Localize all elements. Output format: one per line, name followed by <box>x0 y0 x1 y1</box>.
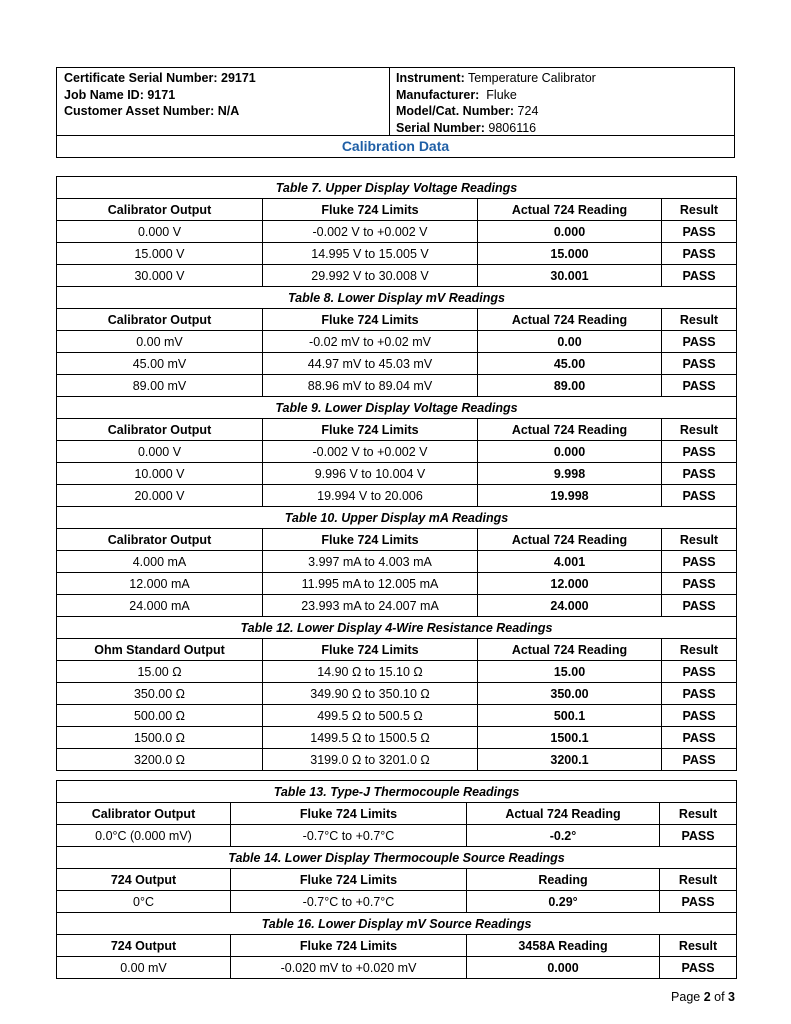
result-cell: PASS <box>660 891 737 913</box>
table-row <box>57 661 737 683</box>
output-cell: 0°C <box>57 891 231 913</box>
page-total: 3 <box>728 990 735 1004</box>
limits-cell: 19.994 V to 20.006 <box>263 485 478 507</box>
limits-cell: -0.002 V to +0.002 V <box>263 441 478 463</box>
result-cell: PASS <box>662 683 737 705</box>
result-cell: PASS <box>662 749 737 771</box>
table-header-row <box>57 803 737 825</box>
table-row <box>57 265 737 287</box>
column-header: Fluke 724 Limits <box>231 869 467 891</box>
table-title: Table 8. Lower Display mV Readings <box>57 287 737 309</box>
reading-cell: 0.00 <box>478 331 662 353</box>
reading-cell: 0.000 <box>478 441 662 463</box>
column-header: Actual 724 Reading <box>478 529 662 551</box>
reading-cell: 3200.1 <box>478 749 662 771</box>
column-header: Calibrator Output <box>57 529 263 551</box>
limits-cell: 3199.0 Ω to 3201.0 Ω <box>263 749 478 771</box>
limits-cell: -0.7°C to +0.7°C <box>231 891 467 913</box>
manufacturer-label: Manufacturer: <box>396 87 480 102</box>
table-row <box>57 595 737 617</box>
column-header: Result <box>662 529 737 551</box>
result-cell: PASS <box>662 705 737 727</box>
output-cell: 0.0°C (0.000 mV) <box>57 825 231 847</box>
model-value: 724 <box>514 104 539 118</box>
table-row <box>57 221 737 243</box>
result-cell: PASS <box>662 331 737 353</box>
limits-cell: 349.90 Ω to 350.10 Ω <box>263 683 478 705</box>
column-header: 724 Output <box>57 869 231 891</box>
limits-cell: 9.996 V to 10.004 V <box>263 463 478 485</box>
serial-label: Serial Number: <box>396 120 485 135</box>
column-header: Result <box>660 935 737 957</box>
reading-cell: -0.2° <box>467 825 660 847</box>
reading-cell: 4.001 <box>478 551 662 573</box>
table-row <box>57 353 737 375</box>
reading-cell: 9.998 <box>478 463 662 485</box>
reading-cell: 0.000 <box>467 957 660 979</box>
result-cell: PASS <box>660 825 737 847</box>
output-cell: 1500.0 Ω <box>57 727 263 749</box>
reading-cell: 45.00 <box>478 353 662 375</box>
result-cell: PASS <box>662 353 737 375</box>
calibration-table-group-a <box>56 176 737 771</box>
table-row <box>57 243 737 265</box>
table-title-row <box>57 617 737 639</box>
column-header: 3458A Reading <box>467 935 660 957</box>
column-header: Fluke 724 Limits <box>231 935 467 957</box>
column-header: Actual 724 Reading <box>478 419 662 441</box>
table-title: Table 14. Lower Display Thermocouple Source Readings <box>57 847 737 869</box>
table-row <box>57 705 737 727</box>
reading-cell: 500.1 <box>478 705 662 727</box>
column-header: Calibrator Output <box>57 803 231 825</box>
instrument-value: Temperature Calibrator <box>464 71 596 85</box>
column-header: Reading <box>467 869 660 891</box>
output-cell: 0.00 mV <box>57 331 263 353</box>
manufacturer-row <box>396 87 736 104</box>
table-row <box>57 727 737 749</box>
reading-cell: 350.00 <box>478 683 662 705</box>
column-header: Result <box>660 803 737 825</box>
column-header: Calibrator Output <box>57 309 263 331</box>
column-header: Result <box>662 199 737 221</box>
result-cell: PASS <box>662 243 737 265</box>
table-header-row <box>57 935 737 957</box>
output-cell: 4.000 mA <box>57 551 263 573</box>
table-row <box>57 891 737 913</box>
certificate-serial: Certificate Serial Number: 29171 <box>64 71 256 85</box>
column-header: Result <box>662 639 737 661</box>
table-title-row <box>57 287 737 309</box>
table-title-row <box>57 507 737 529</box>
column-header: Fluke 724 Limits <box>263 199 478 221</box>
table-title: Table 10. Upper Display mA Readings <box>57 507 737 529</box>
model-label: Model/Cat. Number: <box>396 104 515 118</box>
table-header-row <box>57 639 737 661</box>
column-header: Fluke 724 Limits <box>263 309 478 331</box>
column-header: Actual 724 Reading <box>478 639 662 661</box>
result-cell: PASS <box>662 595 737 617</box>
table-title: Table 7. Upper Display Voltage Readings <box>57 177 737 199</box>
result-cell: PASS <box>662 727 737 749</box>
output-cell: 0.000 V <box>57 441 263 463</box>
table-row <box>57 485 737 507</box>
reading-cell: 0.29° <box>467 891 660 913</box>
limits-cell: 23.993 mA to 24.007 mA <box>263 595 478 617</box>
limits-cell: -0.002 V to +0.002 V <box>263 221 478 243</box>
reading-cell: 15.000 <box>478 243 662 265</box>
column-header: Fluke 724 Limits <box>263 529 478 551</box>
reading-cell: 89.00 <box>478 375 662 397</box>
table-title-row <box>57 913 737 935</box>
customer-asset-number: Customer Asset Number: N/A <box>64 104 240 118</box>
table-row <box>57 825 737 847</box>
reading-cell: 0.000 <box>478 221 662 243</box>
result-cell: PASS <box>662 463 737 485</box>
table-title-row <box>57 847 737 869</box>
limits-cell: -0.02 mV to +0.02 mV <box>263 331 478 353</box>
column-header: Result <box>662 419 737 441</box>
table-row <box>57 749 737 771</box>
table-title-row <box>57 397 737 419</box>
table-row <box>57 683 737 705</box>
output-cell: 24.000 mA <box>57 595 263 617</box>
table-header-row <box>57 529 737 551</box>
result-cell: PASS <box>662 265 737 287</box>
page-number: 2 <box>703 990 711 1004</box>
table-row <box>57 331 737 353</box>
output-cell: 3200.0 Ω <box>57 749 263 771</box>
manufacturer-value: Fluke <box>479 87 517 102</box>
of-label: of <box>710 990 729 1004</box>
reading-cell: 24.000 <box>478 595 662 617</box>
output-cell: 89.00 mV <box>57 375 263 397</box>
table-title-row <box>57 781 737 803</box>
reading-cell: 1500.1 <box>478 727 662 749</box>
result-cell: PASS <box>662 551 737 573</box>
column-header: Actual 724 Reading <box>478 199 662 221</box>
table-title: Table 13. Type-J Thermocouple Readings <box>57 781 737 803</box>
calibration-table-group-b <box>56 780 737 979</box>
column-header: Result <box>660 869 737 891</box>
column-header: Result <box>662 309 737 331</box>
output-cell: 20.000 V <box>57 485 263 507</box>
table-row <box>57 957 737 979</box>
column-header: Ohm Standard Output <box>57 639 263 661</box>
serial-row <box>396 120 736 137</box>
table-title: Table 9. Lower Display Voltage Readings <box>57 397 737 419</box>
instrument-label: Instrument: <box>396 71 465 85</box>
limits-cell: 1499.5 Ω to 1500.5 Ω <box>263 727 478 749</box>
reading-cell: 19.998 <box>478 485 662 507</box>
column-header: Fluke 724 Limits <box>263 639 478 661</box>
result-cell: PASS <box>660 957 737 979</box>
limits-cell: -0.7°C to +0.7°C <box>231 825 467 847</box>
output-cell: 10.000 V <box>57 463 263 485</box>
table-title: Table 12. Lower Display 4-Wire Resistance Readings <box>57 617 737 639</box>
table-row <box>57 573 737 595</box>
output-cell: 350.00 Ω <box>57 683 263 705</box>
serial-value: 9806116 <box>484 120 537 135</box>
limits-cell: 88.96 mV to 89.04 mV <box>263 375 478 397</box>
output-cell: 15.000 V <box>57 243 263 265</box>
table-row <box>57 551 737 573</box>
table-row <box>57 375 737 397</box>
result-cell: PASS <box>662 661 737 683</box>
table-header-row <box>57 199 737 221</box>
page-label: Page <box>671 990 704 1004</box>
limits-cell: 29.992 V to 30.008 V <box>263 265 478 287</box>
table-header-row <box>57 869 737 891</box>
column-header: Actual 724 Reading <box>478 309 662 331</box>
output-cell: 0.00 mV <box>57 957 231 979</box>
table-row <box>57 441 737 463</box>
instrument-info <box>390 68 736 135</box>
limits-cell: 11.995 mA to 12.005 mA <box>263 573 478 595</box>
reading-cell: 15.00 <box>478 661 662 683</box>
output-cell: 15.00 Ω <box>57 661 263 683</box>
output-cell: 12.000 mA <box>57 573 263 595</box>
column-header: Calibrator Output <box>57 419 263 441</box>
result-cell: PASS <box>662 485 737 507</box>
limits-cell: 499.5 Ω to 500.5 Ω <box>263 705 478 727</box>
output-cell: 45.00 mV <box>57 353 263 375</box>
table-title: Table 16. Lower Display mV Source Readings <box>57 913 737 935</box>
output-cell: 500.00 Ω <box>57 705 263 727</box>
result-cell: PASS <box>662 441 737 463</box>
table-header-row <box>57 309 737 331</box>
table-row <box>57 463 737 485</box>
output-cell: 0.000 V <box>57 221 263 243</box>
table-title-row <box>57 177 737 199</box>
page-footer <box>671 990 735 1004</box>
instrument-row <box>396 70 736 87</box>
column-header: Fluke 724 Limits <box>231 803 467 825</box>
limits-cell: 3.997 mA to 4.003 mA <box>263 551 478 573</box>
limits-cell: 44.97 mV to 45.03 mV <box>263 353 478 375</box>
limits-cell: -0.020 mV to +0.020 mV <box>231 957 467 979</box>
limits-cell: 14.90 Ω to 15.10 Ω <box>263 661 478 683</box>
table-header-row <box>57 419 737 441</box>
column-header: 724 Output <box>57 935 231 957</box>
certificate-info <box>57 68 390 135</box>
model-row <box>396 103 736 120</box>
result-cell: PASS <box>662 573 737 595</box>
calibration-data-title: Calibration Data <box>57 135 734 157</box>
output-cell: 30.000 V <box>57 265 263 287</box>
certificate-header <box>56 67 735 158</box>
result-cell: PASS <box>662 221 737 243</box>
column-header: Fluke 724 Limits <box>263 419 478 441</box>
column-header: Calibrator Output <box>57 199 263 221</box>
reading-cell: 30.001 <box>478 265 662 287</box>
reading-cell: 12.000 <box>478 573 662 595</box>
limits-cell: 14.995 V to 15.005 V <box>263 243 478 265</box>
result-cell: PASS <box>662 375 737 397</box>
job-name-id: Job Name ID: 9171 <box>64 87 176 102</box>
column-header: Actual 724 Reading <box>467 803 660 825</box>
